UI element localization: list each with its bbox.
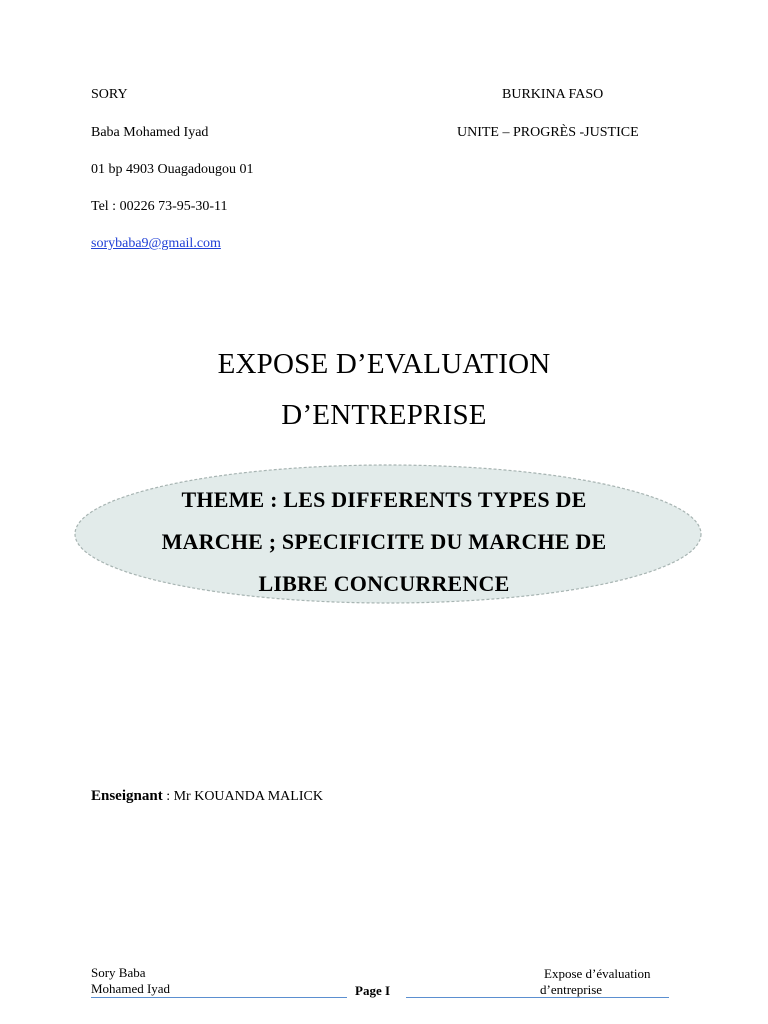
teacher-name: Mr KOUANDA MALICK xyxy=(173,789,323,804)
sender-phone: Tel : 00226 73-95-30-11 xyxy=(91,199,228,214)
footer-rule-left xyxy=(91,997,347,998)
sender-address: 01 bp 4903 Ouagadougou 01 xyxy=(91,162,254,177)
teacher-separator: : xyxy=(162,789,174,804)
document-title-line2: D’ENTREPRISE xyxy=(281,399,487,431)
teacher-line xyxy=(91,788,323,805)
country-name: BURKINA FASO xyxy=(502,87,604,102)
footer-rule-right xyxy=(406,997,669,998)
footer-doc-title-line2: d’entreprise xyxy=(540,982,603,997)
country-motto: UNITE – PROGRÈS -JUSTICE xyxy=(457,125,639,140)
theme-line2: MARCHE ; SPECIFICITE DU MARCHE DE xyxy=(161,529,607,554)
document-title-line1: EXPOSE D’EVALUATION xyxy=(217,348,551,380)
footer-page-number: Page I xyxy=(355,983,391,998)
footer-author-line1: Sory Baba xyxy=(91,965,146,980)
theme-line1: THEME : LES DIFFERENTS TYPES DE xyxy=(181,487,587,512)
footer-author-line2: Mohamed Iyad xyxy=(91,981,171,996)
teacher-label: Enseignant xyxy=(91,788,163,804)
footer-doc-title-line1: Expose d’évaluation xyxy=(544,966,651,981)
theme-line3: LIBRE CONCURRENCE xyxy=(258,571,510,596)
sender-full-name: Baba Mohamed Iyad xyxy=(91,125,209,140)
sender-email-link[interactable]: sorybaba9@gmail.com xyxy=(91,236,221,251)
sender-name: SORY xyxy=(91,87,128,102)
